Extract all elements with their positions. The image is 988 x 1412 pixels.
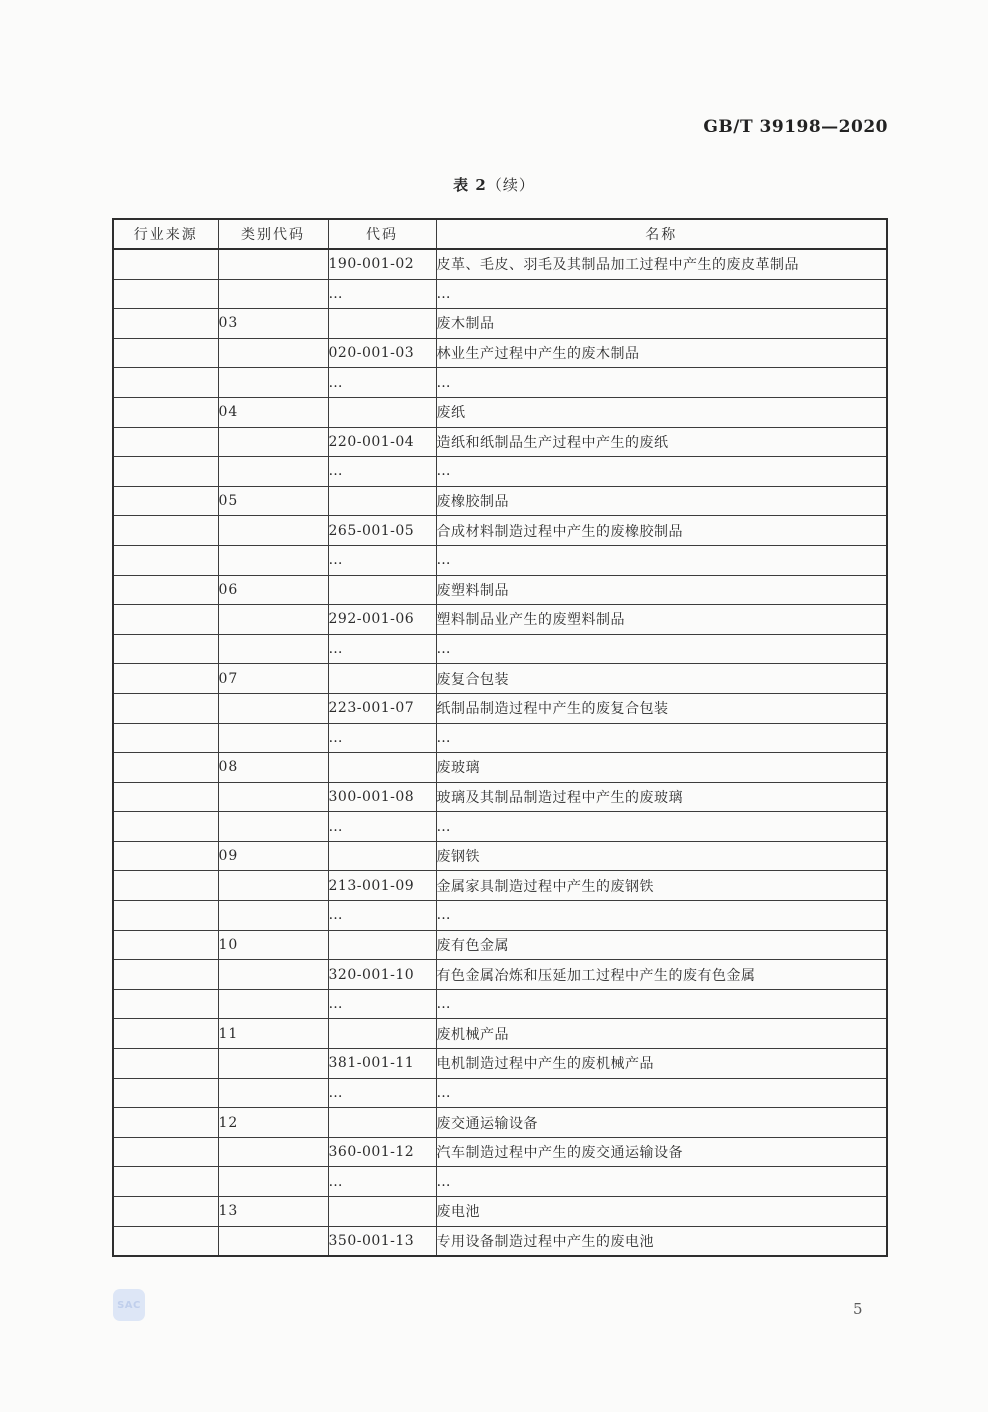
cell-industry-source	[113, 841, 218, 871]
cell-category-code: 13	[218, 1197, 328, 1227]
table-title-continued-suffix: （续）	[486, 176, 535, 194]
cell-code: …	[328, 1078, 436, 1108]
cell-code	[328, 1019, 436, 1049]
standard-number: GB/T 39198—2020	[703, 117, 888, 137]
cell-name: 塑料制品业产生的废塑料制品	[436, 605, 887, 635]
cell-category-code: 09	[218, 841, 328, 871]
cell-code: …	[328, 368, 436, 398]
cell-name: 有色金属冶炼和压延加工过程中产生的废有色金属	[436, 960, 887, 990]
cell-name: 玻璃及其制品制造过程中产生的废玻璃	[436, 782, 887, 812]
table-row	[113, 871, 887, 901]
table-row	[113, 989, 887, 1019]
cell-name: …	[436, 545, 887, 575]
cell-category-code	[218, 782, 328, 812]
cell-code	[328, 486, 436, 516]
cell-industry-source	[113, 1197, 218, 1227]
table-row	[113, 1078, 887, 1108]
cell-industry-source	[113, 871, 218, 901]
cell-category-code: 11	[218, 1019, 328, 1049]
table-body	[113, 249, 887, 1256]
cell-industry-source	[113, 1137, 218, 1167]
cell-code	[328, 1108, 436, 1138]
cell-category-code	[218, 457, 328, 487]
cell-industry-source	[113, 812, 218, 842]
column-header-code: 代码	[328, 219, 436, 249]
cell-name: 合成材料制造过程中产生的废橡胶制品	[436, 516, 887, 546]
cell-industry-source	[113, 930, 218, 960]
table-row	[113, 753, 887, 783]
cell-code: …	[328, 901, 436, 931]
cell-code: …	[328, 989, 436, 1019]
table-row	[113, 545, 887, 575]
cell-category-code	[218, 693, 328, 723]
cell-name: …	[436, 812, 887, 842]
cell-category-code	[218, 723, 328, 753]
cell-category-code	[218, 249, 328, 279]
cell-code: …	[328, 723, 436, 753]
cell-name: 废机械产品	[436, 1019, 887, 1049]
cell-code: 265-001-05	[328, 516, 436, 546]
cell-code: 381-001-11	[328, 1049, 436, 1079]
table-row	[113, 427, 887, 457]
cell-code: …	[328, 634, 436, 664]
cell-category-code: 04	[218, 397, 328, 427]
cell-code	[328, 930, 436, 960]
table-row	[113, 812, 887, 842]
table-row	[113, 693, 887, 723]
cell-name: 废交通运输设备	[436, 1108, 887, 1138]
cell-industry-source	[113, 693, 218, 723]
cell-name: …	[436, 723, 887, 753]
cell-industry-source	[113, 960, 218, 990]
cell-name: 林业生产过程中产生的废木制品	[436, 338, 887, 368]
cell-code: …	[328, 457, 436, 487]
table-row	[113, 249, 887, 279]
cell-industry-source	[113, 605, 218, 635]
table-row	[113, 368, 887, 398]
cell-code	[328, 753, 436, 783]
table-row	[113, 841, 887, 871]
table-row	[113, 1167, 887, 1197]
table-row	[113, 575, 887, 605]
cell-industry-source	[113, 338, 218, 368]
page-number: 5	[853, 1300, 863, 1318]
cell-code: 320-001-10	[328, 960, 436, 990]
cell-category-code	[218, 279, 328, 309]
cell-category-code	[218, 1167, 328, 1197]
cell-code: 350-001-13	[328, 1226, 436, 1256]
table-header-row	[113, 219, 887, 249]
cell-industry-source	[113, 1049, 218, 1079]
cell-code	[328, 575, 436, 605]
cell-name: 汽车制造过程中产生的废交通运输设备	[436, 1137, 887, 1167]
table-row	[113, 1226, 887, 1256]
cell-code: 220-001-04	[328, 427, 436, 457]
cell-category-code	[218, 960, 328, 990]
cell-industry-source	[113, 989, 218, 1019]
cell-code	[328, 664, 436, 694]
table-row	[113, 1019, 887, 1049]
table-row	[113, 960, 887, 990]
sac-watermark-text: SAC	[117, 1299, 141, 1311]
table-row	[113, 457, 887, 487]
cell-category-code: 05	[218, 486, 328, 516]
table-title-prefix: 表 2	[453, 176, 487, 194]
cell-category-code	[218, 605, 328, 635]
cell-name: 造纸和纸制品生产过程中产生的废纸	[436, 427, 887, 457]
table-row	[113, 1108, 887, 1138]
table-row	[113, 901, 887, 931]
cell-category-code: 10	[218, 930, 328, 960]
column-header-name: 名称	[436, 219, 887, 249]
cell-industry-source	[113, 782, 218, 812]
cell-category-code: 12	[218, 1108, 328, 1138]
cell-category-code	[218, 1137, 328, 1167]
cell-code: 292-001-06	[328, 605, 436, 635]
cell-name: 皮革、毛皮、羽毛及其制品加工过程中产生的废皮革制品	[436, 249, 887, 279]
cell-category-code	[218, 545, 328, 575]
cell-code: 190-001-02	[328, 249, 436, 279]
cell-category-code	[218, 516, 328, 546]
cell-name: 纸制品制造过程中产生的废复合包装	[436, 693, 887, 723]
cell-category-code	[218, 338, 328, 368]
cell-industry-source	[113, 575, 218, 605]
cell-category-code	[218, 901, 328, 931]
cell-industry-source	[113, 664, 218, 694]
column-header-category-code: 类别代码	[218, 219, 328, 249]
cell-industry-source	[113, 368, 218, 398]
cell-industry-source	[113, 427, 218, 457]
cell-code: …	[328, 1167, 436, 1197]
cell-industry-source	[113, 1078, 218, 1108]
cell-industry-source	[113, 486, 218, 516]
cell-code: 213-001-09	[328, 871, 436, 901]
cell-category-code	[218, 1226, 328, 1256]
table-row	[113, 309, 887, 339]
cell-industry-source	[113, 457, 218, 487]
cell-name: …	[436, 634, 887, 664]
cell-industry-source	[113, 1226, 218, 1256]
cell-industry-source	[113, 309, 218, 339]
cell-category-code	[218, 634, 328, 664]
cell-industry-source	[113, 1167, 218, 1197]
cell-name: 电机制造过程中产生的废机械产品	[436, 1049, 887, 1079]
cell-industry-source	[113, 901, 218, 931]
cell-name: 废钢铁	[436, 841, 887, 871]
cell-category-code: 06	[218, 575, 328, 605]
cell-code	[328, 309, 436, 339]
cell-code: …	[328, 279, 436, 309]
cell-name: …	[436, 989, 887, 1019]
cell-industry-source	[113, 279, 218, 309]
cell-category-code: 07	[218, 664, 328, 694]
cell-name: 金属家具制造过程中产生的废钢铁	[436, 871, 887, 901]
cell-industry-source	[113, 723, 218, 753]
table-row	[113, 486, 887, 516]
cell-category-code	[218, 427, 328, 457]
table-row	[113, 664, 887, 694]
cell-code: 223-001-07	[328, 693, 436, 723]
column-header-industry-source: 行业来源	[113, 219, 218, 249]
cell-industry-source	[113, 1019, 218, 1049]
cell-name: 废木制品	[436, 309, 887, 339]
cell-code	[328, 397, 436, 427]
table-row	[113, 723, 887, 753]
cell-category-code: 08	[218, 753, 328, 783]
cell-category-code	[218, 368, 328, 398]
cell-category-code: 03	[218, 309, 328, 339]
table-row	[113, 930, 887, 960]
cell-code	[328, 841, 436, 871]
table-title	[0, 174, 988, 195]
table-row	[113, 1049, 887, 1079]
cell-industry-source	[113, 634, 218, 664]
cell-name: 废玻璃	[436, 753, 887, 783]
cell-category-code	[218, 812, 328, 842]
table-row	[113, 782, 887, 812]
table-row	[113, 1137, 887, 1167]
cell-category-code	[218, 1049, 328, 1079]
cell-industry-source	[113, 1108, 218, 1138]
cell-code: 020-001-03	[328, 338, 436, 368]
table-row	[113, 1197, 887, 1227]
cell-name: 废塑料制品	[436, 575, 887, 605]
cell-industry-source	[113, 753, 218, 783]
cell-name: …	[436, 901, 887, 931]
cell-industry-source	[113, 516, 218, 546]
cell-name: …	[436, 1078, 887, 1108]
cell-name: …	[436, 1167, 887, 1197]
cell-name: 废纸	[436, 397, 887, 427]
cell-code: …	[328, 545, 436, 575]
cell-name: …	[436, 457, 887, 487]
cell-code: 360-001-12	[328, 1137, 436, 1167]
cell-industry-source	[113, 249, 218, 279]
sac-watermark-logo	[113, 1289, 145, 1321]
table-row	[113, 338, 887, 368]
cell-industry-source	[113, 397, 218, 427]
cell-category-code	[218, 1078, 328, 1108]
cell-industry-source	[113, 545, 218, 575]
cell-code	[328, 1197, 436, 1227]
cell-name: 废有色金属	[436, 930, 887, 960]
waste-classification-table	[112, 218, 888, 1257]
cell-name: 废橡胶制品	[436, 486, 887, 516]
table-row	[113, 605, 887, 635]
table-row	[113, 279, 887, 309]
table-row	[113, 397, 887, 427]
cell-category-code	[218, 871, 328, 901]
cell-name: …	[436, 279, 887, 309]
cell-name: 废电池	[436, 1197, 887, 1227]
cell-code: 300-001-08	[328, 782, 436, 812]
table-row	[113, 516, 887, 546]
table-row	[113, 634, 887, 664]
cell-category-code	[218, 989, 328, 1019]
cell-code: …	[328, 812, 436, 842]
cell-name: …	[436, 368, 887, 398]
cell-name: 废复合包装	[436, 664, 887, 694]
cell-name: 专用设备制造过程中产生的废电池	[436, 1226, 887, 1256]
